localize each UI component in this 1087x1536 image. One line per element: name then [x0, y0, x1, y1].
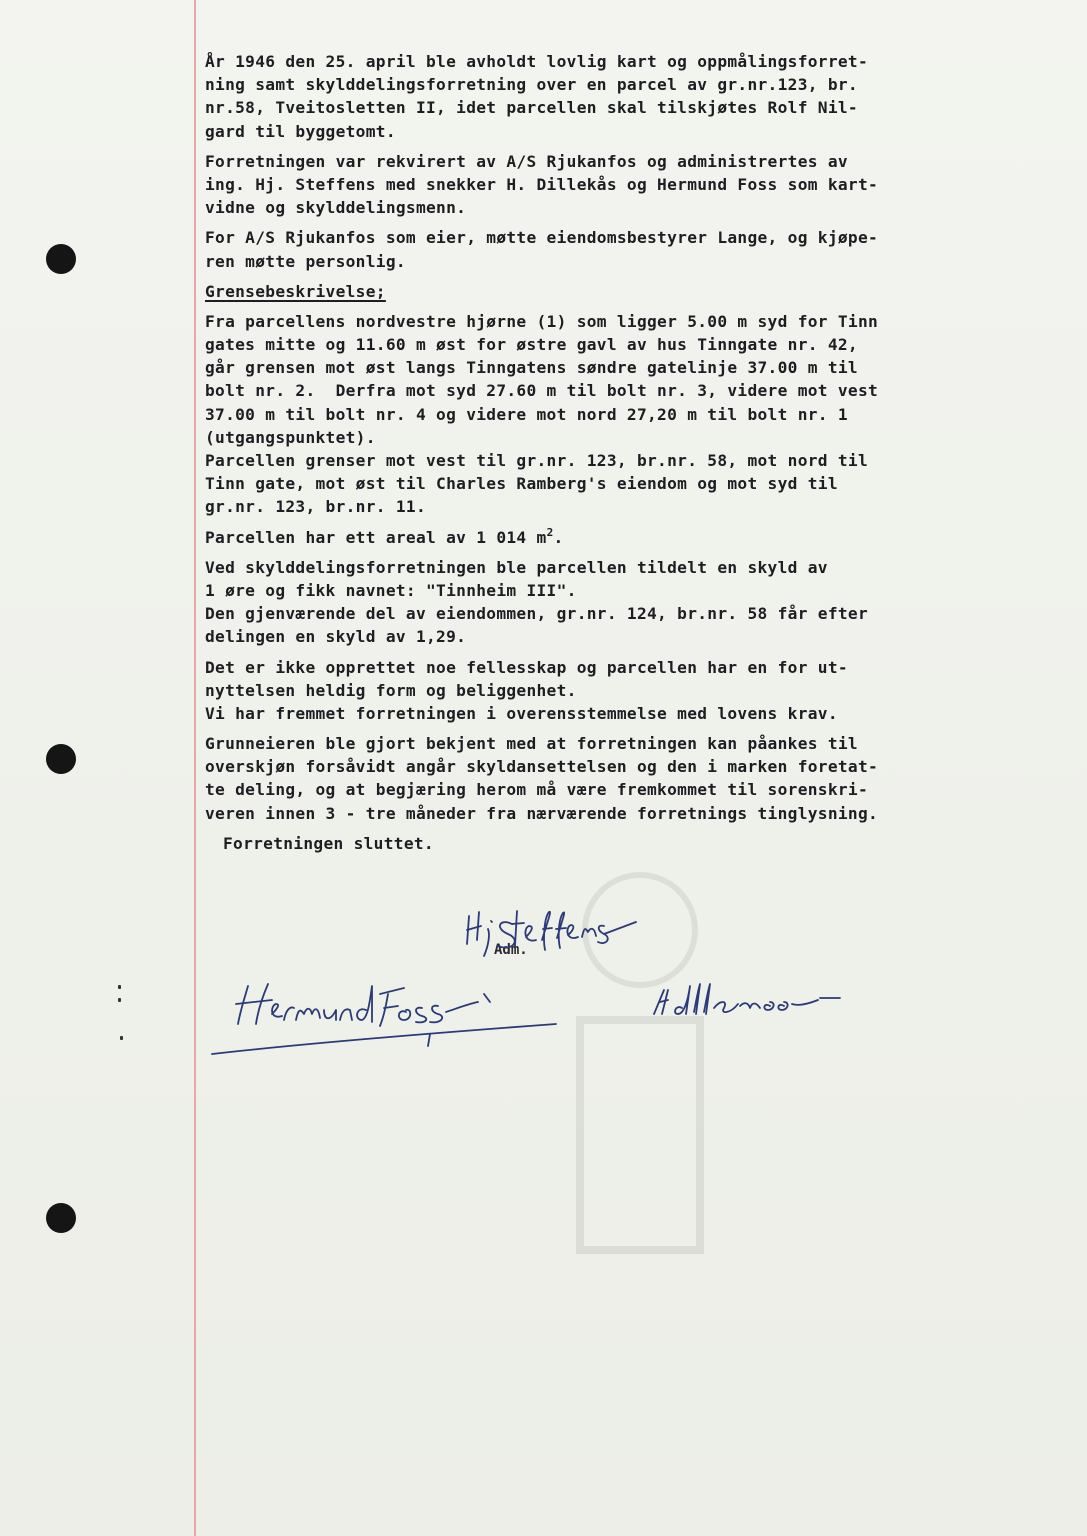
text-line: Fra parcellens nordvestre hjørne (1) som ligger 5.00 m syd for Tinn — [205, 311, 879, 331]
text-line: delingen en skyld av 1,29. — [205, 627, 467, 647]
text-line: ning samt skylddelingsforretning over en parcel av gr.nr.123, br. — [205, 75, 858, 95]
faint-stamp-icon — [520, 860, 760, 1280]
text-line: Vi har fremmet forretningen i overensstemmelse med lovens krav. — [205, 703, 838, 723]
witness-1-signature — [212, 984, 556, 1054]
text-line: gates mitte og 11.60 m øst for østre gavl av hus Tinngate nr. 42, — [205, 335, 858, 355]
area-line — [205, 526, 1075, 549]
text-line: gard til byggetomt. — [205, 121, 396, 141]
text-line: Det er ikke opprettet noe fellesskap og parcellen har en for ut- — [205, 657, 848, 677]
text-line: Den gjenværende del av eiendommen, gr.nr. 124, br.nr. 58 får efter — [205, 604, 869, 624]
text-line: (utgangspunktet). — [205, 427, 376, 447]
paragraph-division — [205, 556, 1075, 649]
punch-hole-icon — [46, 1203, 76, 1233]
text-line: Grunneieren ble gjort bekjent med at forretningen kan påankes til — [205, 734, 858, 754]
text-line: te deling, og at begjæring herom må være fremkommet til sorenskri- — [205, 780, 869, 800]
document-body — [205, 50, 1075, 855]
paragraph-boundary — [205, 310, 1075, 519]
text-line: vidne og skylddelingsmenn. — [205, 198, 467, 218]
ink-speck — [120, 1036, 123, 1040]
text-line: veren innen 3 - tre måneder fra nærværende forretnings tinglysning. — [205, 803, 879, 823]
text-line: går grensen mot øst langs Tinngatens søndre gatelinje 37.00 m til — [205, 358, 858, 378]
text-line: År 1946 den 25. april ble avholdt lovlig kart og oppmålingsforret- — [205, 52, 869, 71]
text-line: ing. Hj. Steffens med snekker H. Dillekås og Hermund Foss som kart- — [205, 174, 879, 194]
text-line: Parcellen grenser mot vest til gr.nr. 123, br.nr. 58, mot nord til — [205, 451, 869, 470]
adm-label: Adm. — [494, 942, 528, 958]
section-heading: Grensebeskrivelse; — [205, 281, 386, 301]
punch-hole-icon — [46, 744, 76, 774]
text-line: ren møtte personlig. — [205, 251, 406, 271]
punch-hole-icon — [46, 244, 76, 274]
text-line: nyttelsen heldig form og beliggenhet. — [205, 680, 577, 700]
ink-speck — [118, 985, 121, 989]
text-line: 1 øre og fikk navnet: "Tinnheim III". — [205, 580, 577, 600]
paragraph-appeal — [205, 732, 1075, 825]
text-line: nr.58, Tveitosletten II, idet parcellen skal tilskjøtes Rolf Nil- — [205, 98, 858, 118]
text-line: For A/S Rjukanfos som eier, møtte eiendomsbestyrer Lange, og kjøpe- — [205, 228, 879, 248]
area-suffix: . — [553, 527, 564, 547]
area-superscript: 2 — [546, 525, 554, 539]
paragraph-intro — [205, 50, 1075, 143]
text-line: bolt nr. 2. Derfra mot syd 27.60 m til bolt nr. 3, videre mot vest — [205, 381, 879, 401]
paragraph-requested — [205, 150, 1075, 220]
area-text: Parcellen har ett areal av 1 014 m — [205, 527, 547, 547]
text-line: overskjøn forsåvidt angår skyldansettelsen og den i marken foretat- — [205, 757, 879, 777]
paragraph-community — [205, 656, 1075, 726]
text-line: 37.00 m til bolt nr. 4 og videre mot nord 27,20 m til bolt nr. 1 — [205, 404, 848, 424]
closing-line: Forretningen sluttet. — [223, 833, 434, 853]
text-line: Ved skylddelingsforretningen ble parcellen tildelt en skyld av — [205, 557, 828, 577]
text-line: Forretningen var rekvirert av A/S Rjukanfos og administrertes av — [205, 151, 848, 171]
paragraph-attendance — [205, 226, 1075, 272]
ink-speck — [118, 998, 121, 1002]
text-line: Tinn gate, mot øst til Charles Ramberg's eiendom og mot syd til — [205, 474, 838, 494]
text-line: gr.nr. 123, br.nr. 11. — [205, 497, 427, 517]
margin-rule — [194, 0, 196, 1536]
